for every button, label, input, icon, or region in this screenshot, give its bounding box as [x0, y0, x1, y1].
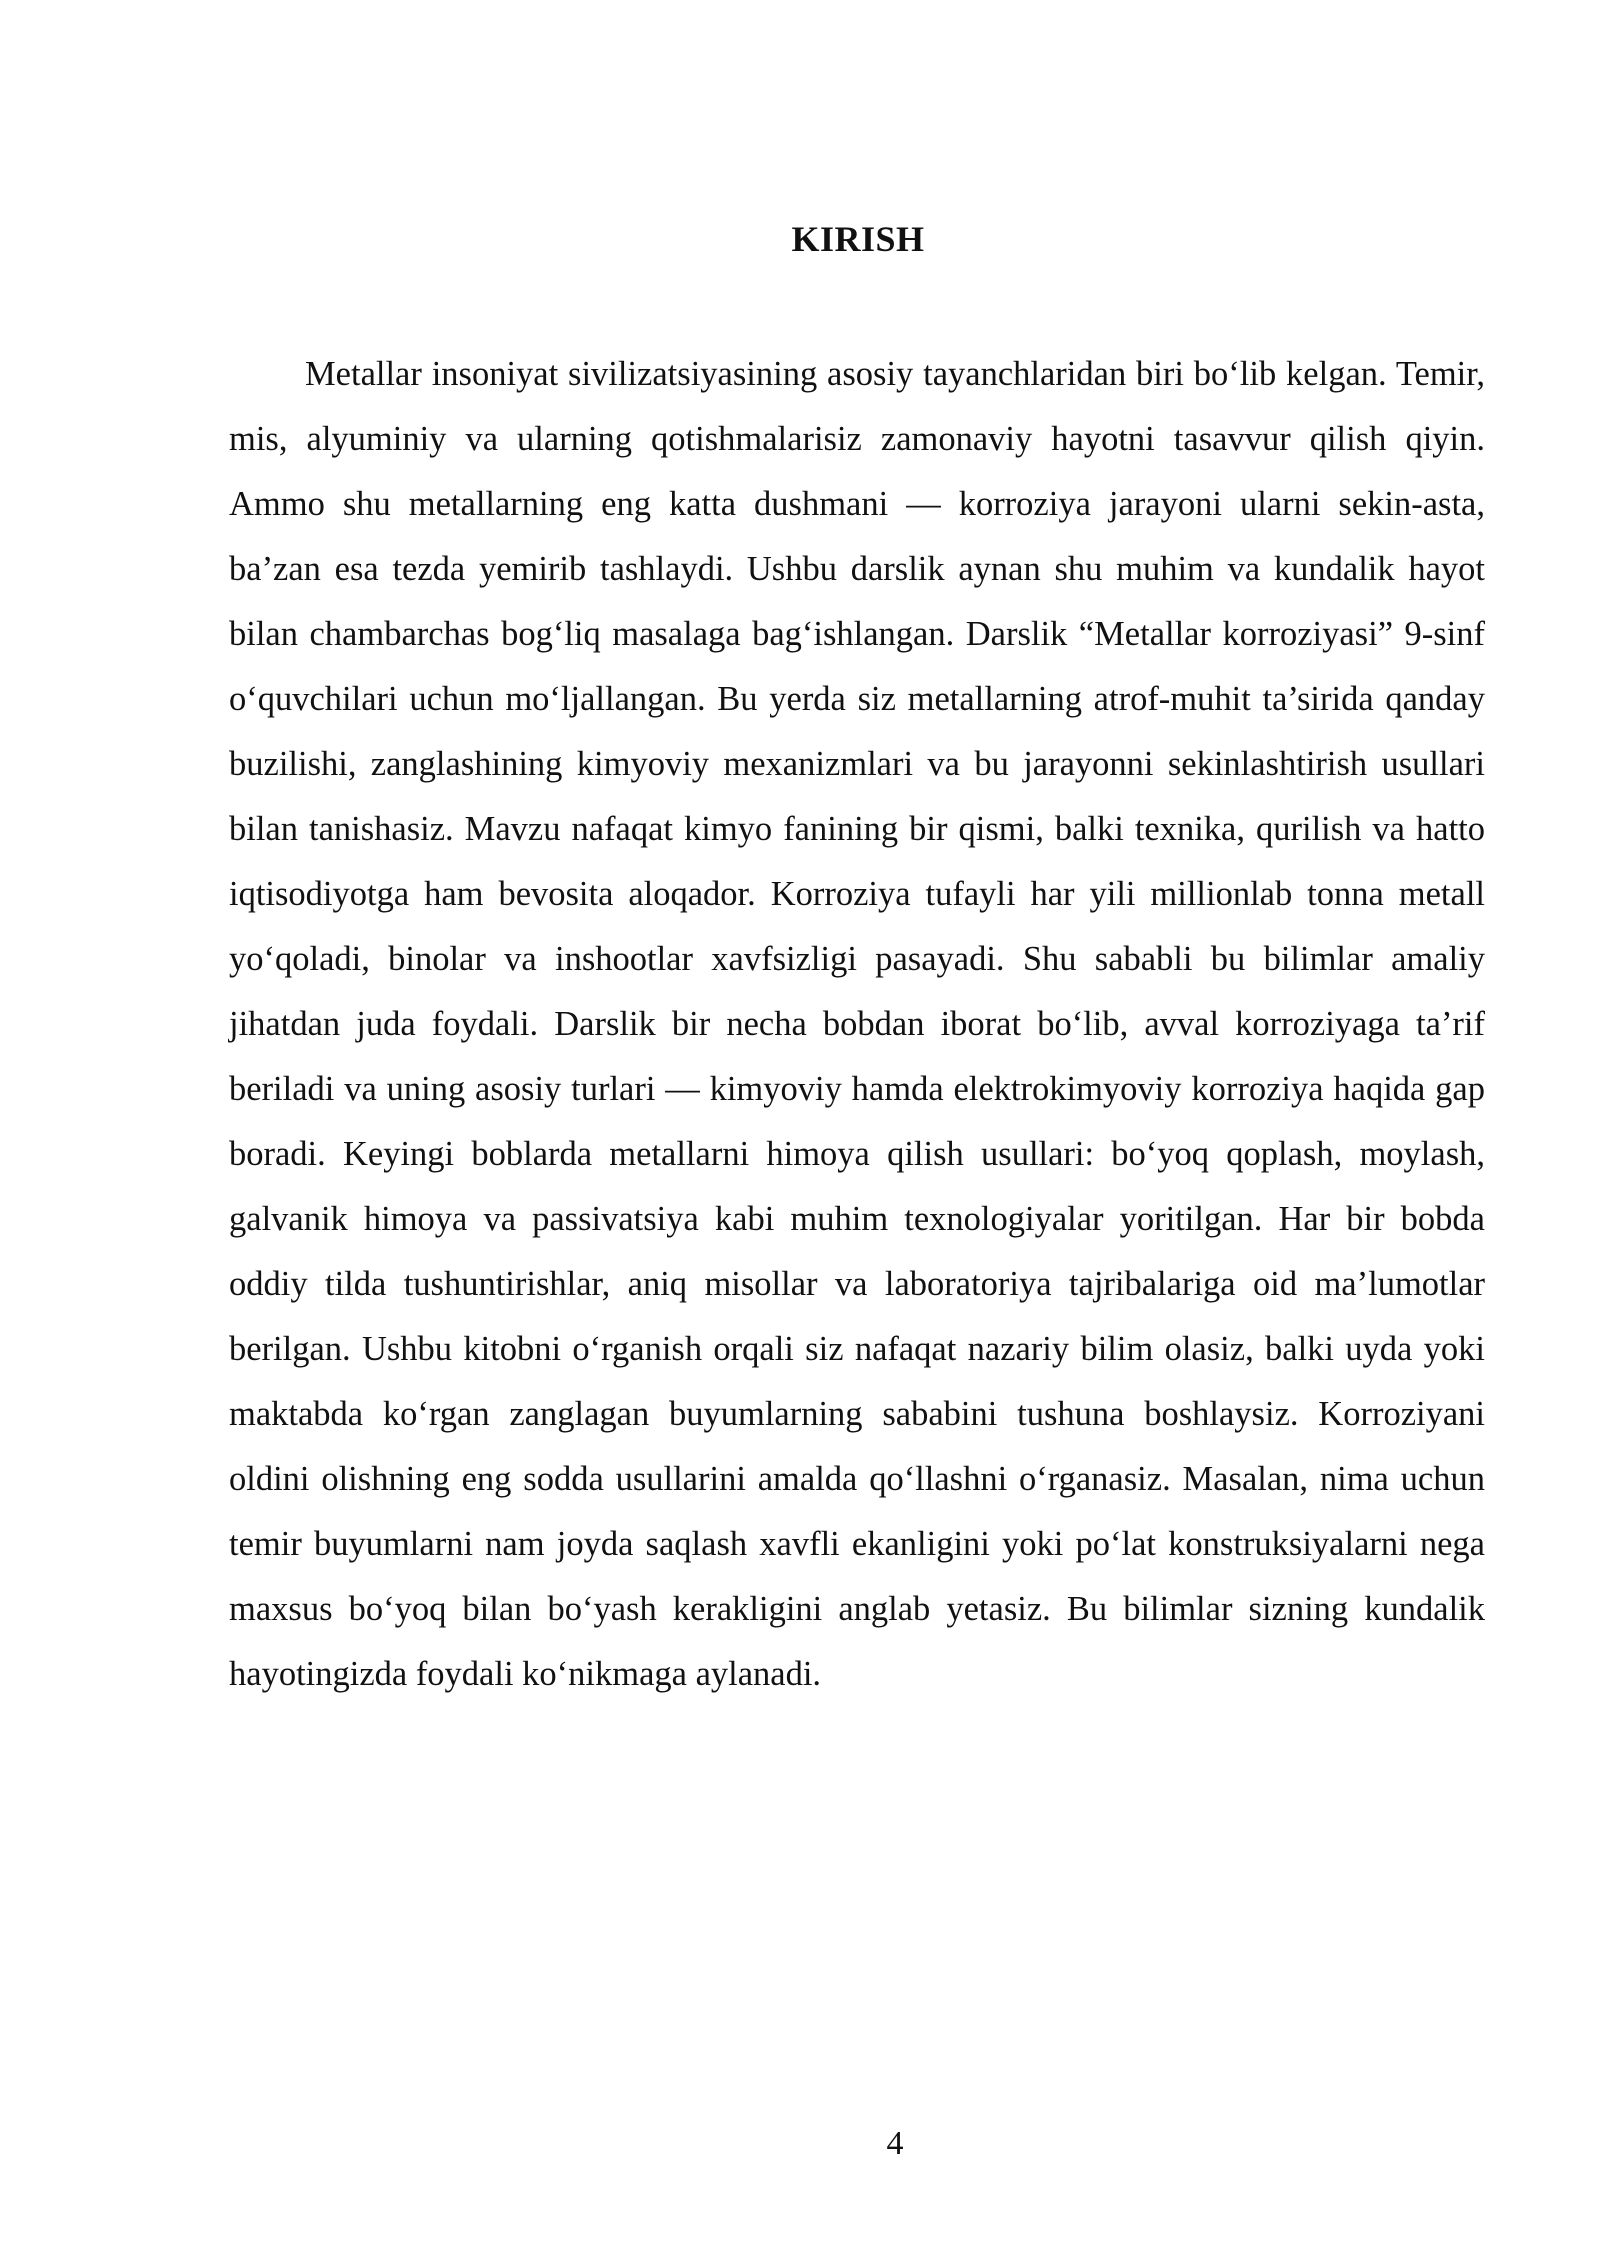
page-number: 4 [886, 2125, 904, 2162]
section-title: KIRISH [791, 219, 925, 259]
body-paragraph: Metallar insoniyat sivilizatsiyasining asosiy tayanchlaridan biri bo‘lib kelgan. Temir, mis, alyuminiy va ularning qotishmalarisiz zamonaviy hayotni tasavvur qilish qiyin. Ammo shu metallarning eng katta dushmani — korroziya jarayoni ularni sekin-asta, ba’zan esa tezda yemirib tashlaydi. Ushbu darslik aynan shu muhim va kundalik hayot bilan chambarchas bog‘liq masalaga bag‘ishlangan. Darslik “Metallar korroziyasi” 9-sinf o‘quvchilari uchun mo‘ljallangan. Bu yerda siz metallarning atrof-muhit ta’sirida qanday buzilishi, zanglashining kimyoviy mexanizmlari va bu jarayonni sekinlashtirish usullari bilan tanishasiz. Mavzu nafaqat kimyo fanining bir qismi, balki texnika, qurilish va hatto iqtisodiyotga ham bevosita aloqador. Korroziya tufayli har yili millionlab tonna metall yo‘qoladi, binolar va inshootlar xavfsizligi pasayadi. Shu sababli bu bilimlar amaliy jihatdan juda foydali. Darslik bir necha bobdan iborat bo‘lib, avval korroziyaga ta’rif beriladi va uning asosiy turlari — kimyoviy hamda elektrokimyoviy korroziya haqida gap boradi. Keyingi boblarda metallarni himoya qilish usullari: bo‘yoq qoplash, moylash, galvanik himoya va passivatsiya kabi muhim texnologiyalar yoritilgan. Har bir bobda oddiy tilda tushuntirishlar, aniq misollar va laboratoriya tajribalariga oid ma’lumotlar berilgan. Ushbu kitobni o‘rganish orqali siz nafaqat nazariy bilim olasiz, balki uyda yoki maktabda ko‘rgan zanglagan buyumlarning sababini tushuna boshlaysiz. Korroziyani oldini olishning eng sodda usullarini amalda qo‘llashni o‘rganasiz. Masalan, nima uchun temir buyumlarni nam joyda saqlash xavfli ekanligini yoki po‘lat konstruksiyalarni nega maxsus bo‘yoq bilan bo‘yash kerakligini anglab yetasiz. Bu bilimlar sizning kundalik hayotingizda foydali ko‘nikmaga aylanadi. [229, 355, 1485, 1693]
